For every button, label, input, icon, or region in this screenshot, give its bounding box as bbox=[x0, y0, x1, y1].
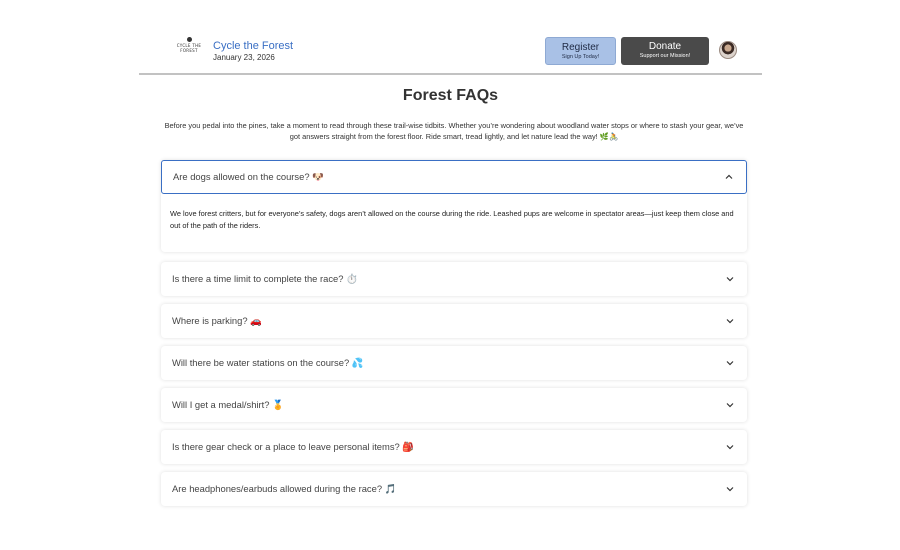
faq-question: Is there gear check or a place to leave personal items? 🎒 bbox=[172, 441, 415, 452]
chevron-down-icon bbox=[725, 316, 735, 326]
brand-block bbox=[213, 40, 293, 62]
intro-text: Before you pedal into the pines, take a moment to read through these trail-wise tidbits. Whether you’re wondering about woodland water stops or where to stash your gear, we’ve got answers straight from the forest floor. Ride smart, tread lightly, and let nature lead the way! 🌿🚴 bbox=[164, 121, 744, 141]
chevron-up-icon bbox=[724, 172, 734, 182]
logo-text-line-2: FOREST bbox=[180, 48, 198, 53]
faq-question: Will there be water stations on the course? 💦 bbox=[172, 357, 364, 368]
faq-question: Will I get a medal/shirt? 🏅 bbox=[172, 399, 284, 410]
faq-item bbox=[161, 304, 747, 338]
faq-question: Are dogs allowed on the course? 🐶 bbox=[173, 171, 324, 182]
chevron-down-icon bbox=[725, 400, 735, 410]
site-header bbox=[139, 33, 762, 75]
faq-question: Is there a time limit to complete the race? ⏱️ bbox=[172, 273, 358, 284]
register-button[interactable] bbox=[545, 37, 616, 65]
faq-question-toggle[interactable] bbox=[161, 160, 747, 194]
page-title: Forest FAQs bbox=[402, 87, 499, 104]
donate-button-label: Donate bbox=[648, 41, 682, 52]
brand-title[interactable]: Cycle the Forest bbox=[213, 40, 294, 52]
faq-answer: We love forest critters, but for everyone’s safety, dogs aren’t allowed on the course during the ride. Leashed pups are welcome in spectator areas—just keep them close and out of the path of the riders. bbox=[170, 209, 734, 230]
faq-question-toggle[interactable] bbox=[161, 430, 747, 464]
faq-item bbox=[161, 388, 747, 422]
site-logo[interactable] bbox=[176, 37, 202, 59]
faq-question-toggle[interactable] bbox=[161, 388, 747, 422]
faq-item bbox=[161, 430, 747, 464]
logo-mark bbox=[187, 37, 192, 42]
faq-item bbox=[161, 262, 747, 296]
faq-question-toggle[interactable] bbox=[161, 472, 747, 506]
logo-text-line-1: CYCLE THE bbox=[176, 43, 202, 48]
faq-item bbox=[161, 472, 747, 506]
faq-question: Where is parking? 🚗 bbox=[172, 315, 262, 326]
faq-question: Are headphones/earbuds allowed during the race? 🎵 bbox=[172, 483, 397, 494]
register-button-label: Register bbox=[561, 42, 600, 53]
event-date: January 23, 2026 bbox=[213, 53, 275, 62]
donate-button[interactable] bbox=[621, 37, 709, 65]
chevron-down-icon bbox=[725, 358, 735, 368]
faq-question-toggle[interactable] bbox=[161, 262, 747, 296]
chevron-down-icon bbox=[725, 274, 735, 284]
chevron-down-icon bbox=[725, 484, 735, 494]
user-avatar[interactable] bbox=[719, 41, 737, 59]
faq-item bbox=[161, 160, 747, 252]
chevron-down-icon bbox=[725, 442, 735, 452]
register-button-sublabel: Sign Up Today! bbox=[561, 54, 600, 60]
faq-item bbox=[161, 346, 747, 380]
donate-button-sublabel: Support our Mission! bbox=[639, 53, 691, 59]
faq-question-toggle[interactable] bbox=[161, 304, 747, 338]
faq-question-toggle[interactable] bbox=[161, 346, 747, 380]
faq-list bbox=[161, 160, 747, 514]
